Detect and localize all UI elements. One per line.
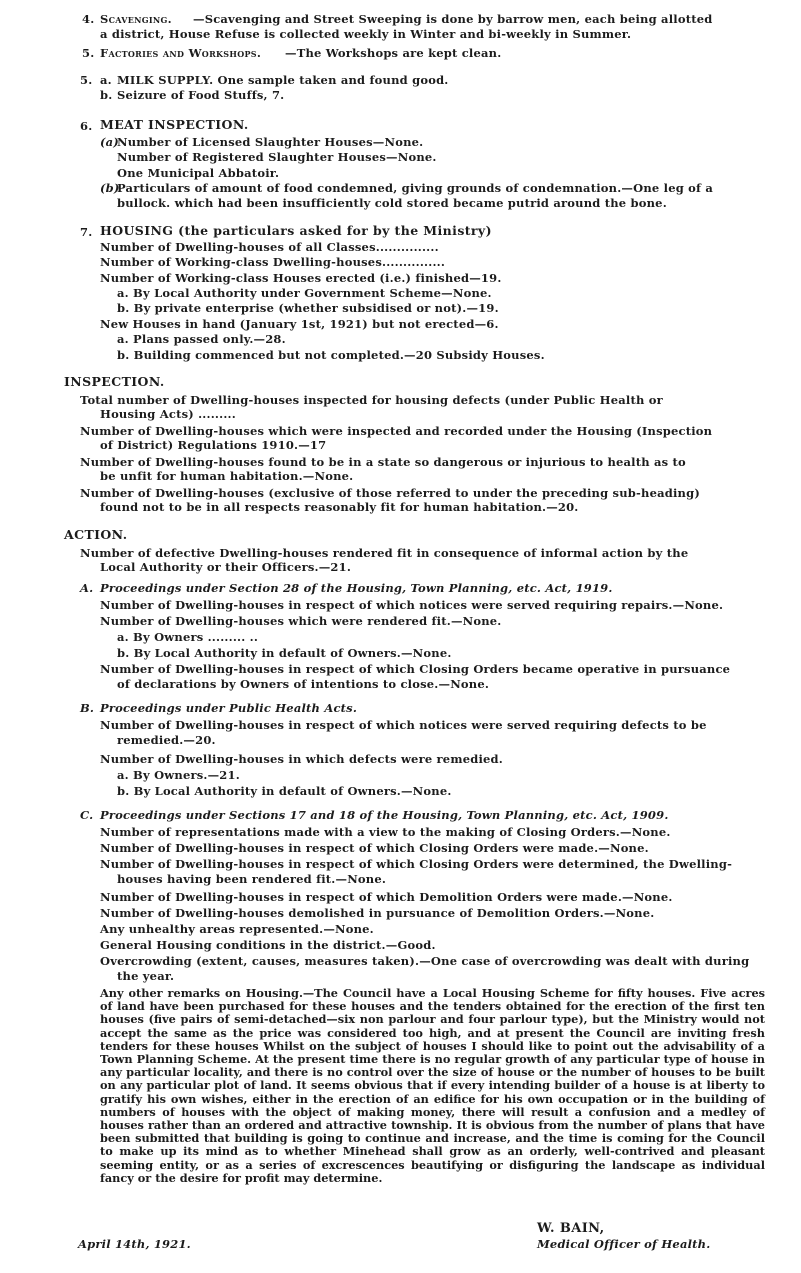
subsection-label: B. — [80, 701, 95, 715]
text-line: of District) Regulations 1910.—17 — [100, 438, 327, 452]
text-line: Number of Dwelling-houses in respect of which Closing Orders were determined, the Dwelling- — [100, 857, 733, 871]
subsection-label: A. — [80, 581, 94, 595]
text-line: b. Building commenced but not completed.—20 Subsidy Houses. — [117, 348, 545, 362]
text-line: Number of Dwelling-houses demolished in pursuance of Demolition Orders.—None. — [100, 906, 655, 920]
text-line: Number of Licensed Slaughter Houses—None. — [117, 135, 424, 149]
text-line: Number of Dwelling-houses in respect of which notices were served requiring repairs.—None. — [100, 598, 724, 612]
text-line: found not to be in all respects reasonably fit for human habitation.—20. — [100, 500, 579, 514]
subsection-label: C. — [80, 808, 94, 822]
section-title: MEAT INSPECTION. — [100, 117, 249, 132]
subsection-heading: Proceedings under Sections 17 and 18 of the Housing, Town Planning, etc. Act, 1909. — [100, 808, 669, 822]
item-label: (b) — [100, 181, 120, 195]
text-line: Number of Dwelling-houses (exclusive of those referred to under the preceding sub-heading) — [80, 486, 700, 500]
text-line: Number of Dwelling-houses in respect of which Demolition Orders were made.—None. — [100, 890, 673, 904]
section-number: 5. — [82, 46, 95, 60]
text-line: a. By Local Authority under Government Scheme—None. — [117, 286, 492, 300]
text-line: Number of Dwelling-houses found to be in a state so dangerous or injurious to health as to — [80, 455, 686, 469]
text-line: of declarations by Owners of intentions to close.—None. — [117, 677, 490, 691]
text-line: Number of Dwelling-houses in respect of which Closing Orders were made.—None. — [100, 841, 649, 855]
text-line: —Scavenging and Street Sweeping is done by barrow men, each being allotted — [193, 12, 713, 26]
text-line: Number of Dwelling-houses in respect of which notices were served requiring defects to be — [100, 718, 707, 732]
housing-remarks-paragraph: Any other remarks on Housing.—The Council have a Local Housing Scheme for fifty houses. Five acres of land have been purchased for these houses and the tenders obtained for the erection of the first ten houses (five pairs of semi-detached—six non parlour and four parlour type), but the Ministry would not accept the same as the price was considered too high, and at present the Council are inviting fresh tenders for these houses Whilst on the subject of houses I should like to point out the advisability of a Town Planning Scheme. At the present time there is no regular growth of any particular type of house in any particular locality, and there is no control over the size of house or the number of houses to be built on any particular plot of land. It seems obvious that if every intending builder of a house is at liberty to gratify his own wishes, either in the erection of an edifice for his own occupation or in the building of numbers of houses with the object of making money, there will result a confusion and a medley of houses rather than an ordered and attractive township. It is obvious from the number of plans that have been submitted that building is going to continue and increase, and the time is coming for the Council to make up its mind as to whether Minehead shall grow as an orderly, well-contrived and pleasant seeming entity, or as a series of excrescences beautifying or disfiguring the landscape as individual fancy or the desire for profit may determine. — [100, 986, 765, 1185]
text-line: b. By Local Authority in default of Owners.—None. — [117, 784, 452, 798]
text-line: bullock. which had been insufficiently cold stored became putrid around the bone. — [117, 196, 667, 210]
signatory-title: Medical Officer of Health. — [537, 1237, 711, 1251]
section-number: 6. — [80, 119, 93, 133]
section-heading: Scavenging. — [100, 12, 172, 26]
text-line: —The Workshops are kept clean. — [285, 46, 502, 60]
text-line: Particulars of amount of food condemned, giving grounds of condemnation.—One leg of a — [117, 181, 714, 195]
section-title: HOUSING (the particulars asked for by the Ministry) — [100, 223, 492, 238]
text-line: Number of representations made with a view to the making of Closing Orders.—None. — [100, 825, 671, 839]
text-line: Number of Working-class Houses erected (i.e.) finished—19. — [100, 271, 502, 285]
text-line: houses having been rendered fit.—None. — [117, 872, 387, 886]
text-line: a. By Owners.—21. — [117, 768, 240, 782]
text-line: be unfit for human habitation.—None. — [100, 469, 354, 483]
text-line: Number of Dwelling-houses in respect of which Closing Orders became operative in pursuance — [100, 662, 731, 676]
text-line: Number of defective Dwelling-houses rendered fit in consequence of informal action by the — [80, 546, 689, 560]
text-line: remedied.—20. — [117, 733, 216, 747]
text-line: Number of Dwelling-houses which were rendered fit.—None. — [100, 614, 502, 628]
text-line: a district, House Refuse is collected weekly in Winter and bi-weekly in Summer. — [100, 27, 632, 41]
text-line: Local Authority or their Officers.—21. — [100, 560, 352, 574]
text-line: the year. — [117, 969, 175, 983]
item-label: b. — [100, 88, 113, 102]
text-line: Number of Dwelling-houses of all Classes............... — [100, 240, 439, 254]
subsection-heading: Proceedings under Public Health Acts. — [100, 701, 358, 715]
text-line: Number of Working-class Dwelling-houses............... — [100, 255, 446, 269]
text-line: MILK SUPPLY. One sample taken and found good. — [117, 73, 449, 87]
text-line: New Houses in hand (January 1st, 1921) but not erected—6. — [100, 317, 499, 331]
item-label: (a) — [100, 135, 119, 149]
report-date: April 14th, 1921. — [78, 1237, 191, 1251]
text-line: a. Plans passed only.—28. — [117, 332, 286, 346]
signatory-name: W. BAIN, — [537, 1221, 605, 1236]
section-number: 5. — [80, 73, 93, 87]
text-line: Number of Dwelling-houses in which defects were remedied. — [100, 752, 503, 766]
section-heading: Factories and Workshops. — [100, 46, 262, 60]
item-label: a. — [100, 73, 112, 87]
text-line: General Housing conditions in the district.—Good. — [100, 938, 436, 952]
text-line: Any unhealthy areas represented.—None. — [100, 922, 374, 936]
text-line: Number of Registered Slaughter Houses—None. — [117, 150, 437, 164]
text-line: Number of Dwelling-houses which were inspected and recorded under the Housing (Inspection — [80, 424, 713, 438]
text-line: One Municipal Abbatoir. — [117, 166, 280, 180]
text-line: Seizure of Food Stuffs, 7. — [117, 88, 285, 102]
text-line: b. By private enterprise (whether subsidised or not).—19. — [117, 301, 499, 315]
section-title: INSPECTION. — [64, 374, 165, 389]
section-title: ACTION. — [64, 527, 128, 542]
text-line: Total number of Dwelling-houses inspected for housing defects (under Public Health or — [80, 393, 663, 407]
text-line: a. By Owners ......... .. — [117, 630, 259, 644]
text-line: Housing Acts) ......... — [100, 407, 236, 421]
section-number: 4. — [82, 12, 95, 26]
text-line: Overcrowding (extent, causes, measures taken).—One case of overcrowding was dealt with during — [100, 954, 750, 968]
section-number: 7. — [80, 225, 93, 239]
text-line: b. By Local Authority in default of Owners.—None. — [117, 646, 452, 660]
subsection-heading: Proceedings under Section 28 of the Housing, Town Planning, etc. Act, 1919. — [100, 581, 613, 595]
